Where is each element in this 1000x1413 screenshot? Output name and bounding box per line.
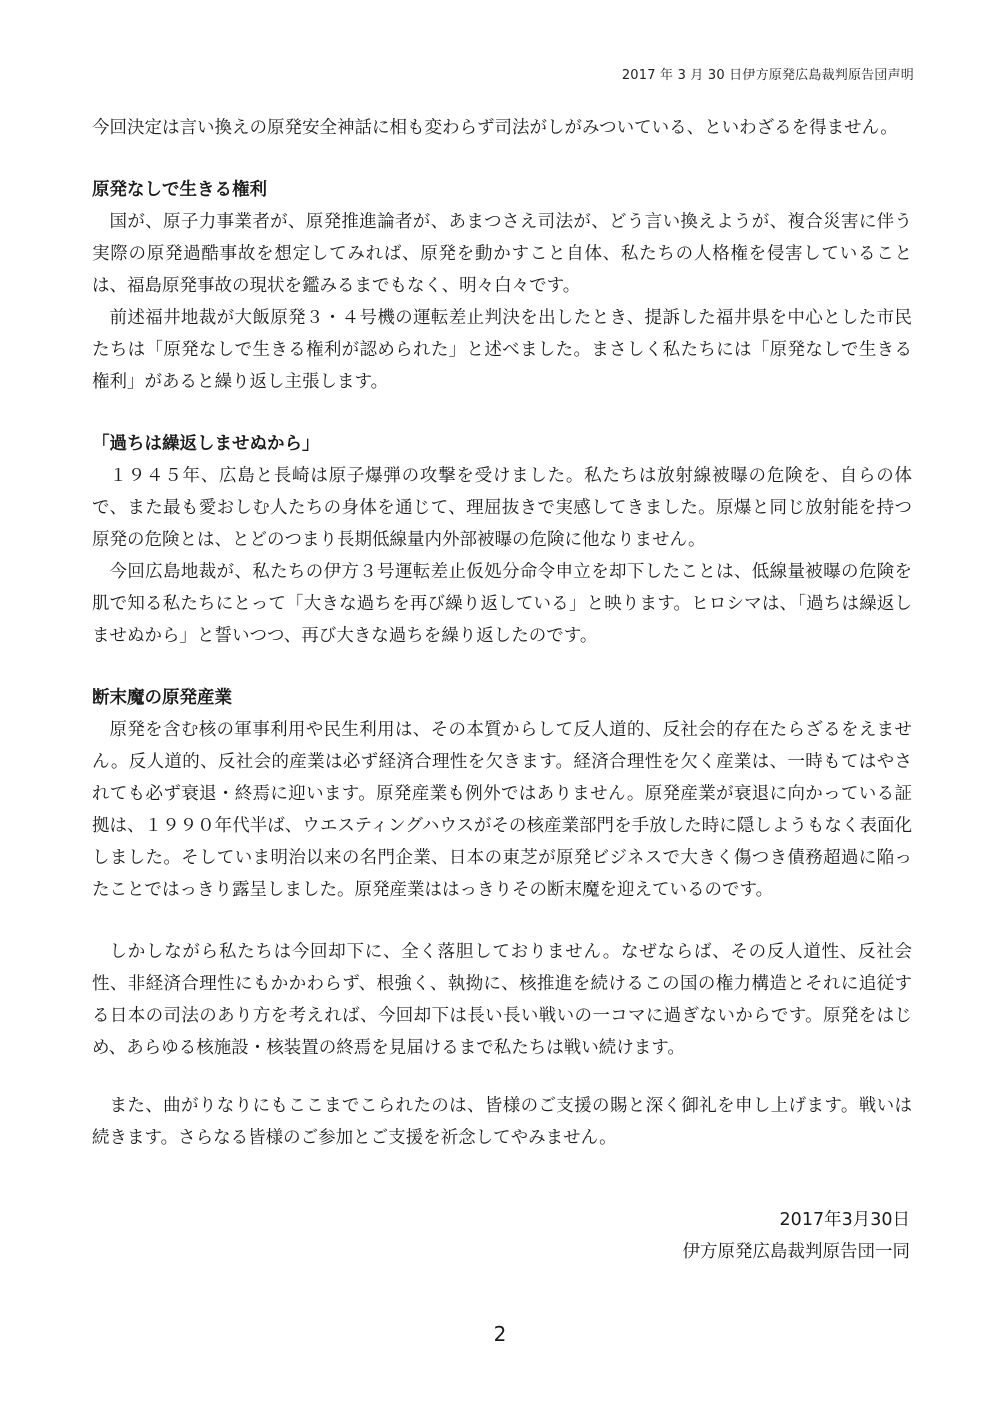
section-paragraph: 国が、原子力事業者が、原発推進論者が、あまつさえ司法が、どう言い換えようが、複合災害に伴う実際の原発過酷事故を想定してみれば、原発を動かすこと自体、私たちの人格権を侵害していることは、福島原発事故の現状を鑑みるまでもなく、明々白々です。 [92,212,912,296]
section-heading: 「過ちは繰返しませぬから」 [92,434,320,454]
intro-paragraph: 今回決定は言い換えの原発安全神話に相も変わらず司法がしがみついている、といわざるを得ません。 [92,118,898,138]
section-heading: 原発なしで生きる権利 [92,180,267,200]
section-never-repeat [92,428,912,652]
signoff-block [683,1204,911,1268]
section-paragraph: １９４５年、広島と長崎は原子爆弾の攻撃を受けました。私たちは放射線被曝の危険を、自らの体で、また最も愛おしむ人たちの身体を通じて、理屈抜きで実感してきました。原爆と同じ放射能を持つ原発の危険とは、とどのつまり長期低線量内外部被曝の危険に他なりません。 [92,466,912,550]
page-number: 2 [493,1322,507,1346]
signoff-signatory: 伊方原発広島裁判原告団一同 [682,1242,910,1262]
section-heading: 断末魔の原発産業 [92,688,232,708]
section-paragraph: 今回広島地裁が、私たちの伊方３号運転差止仮処分命令申立を却下したことは、低線量被曝の危険を肌で知る私たちにとって「大きな過ちを再び繰り返している」と映ります。ヒロシマは、「過ちは繰返しませぬから」と誓いつつ、再び大きな過ちを繰り返したのです。 [92,562,912,646]
section-right-to-live [92,174,912,398]
closing-paragraph: また、曲がりなりにもここまでこられたのは、皆様のご支援の賜と深く御礼を申し上げます。戦いは続きます。さらなる皆様のご参加とご支援を祈念してやみません。 [92,1096,912,1148]
section-paragraph: 前述福井地裁が大飯原発３・４号機の運転差止判決を出したとき、提訴した福井県を中心とした市民たちは「原発なしで生きる権利が認められた」と述べました。まさしく私たちには「原発なしで生きる権利」があると繰り返し主張します。 [92,308,912,392]
signoff-date: 2017年3月30日 [779,1210,910,1230]
document-header: 2017 年 3 月 30 日伊方原発広島裁判原告団声明 [621,68,914,83]
section-death-throes [92,682,912,906]
section-paragraph: 原発を含む核の軍事利用や民生利用は、その本質からして反人道的、反社会的存在たらざるをえません。反人道的、反社会的産業は必ず経済合理性を欠きます。経済合理性を欠く産業は、一時もてはやされても必ず衰退・終焉に迎います。原発産業も例外ではありません。原発産業が衰退に向かっている証拠は、１９９０年代半ば、ウエスティングハウスがその核産業部門を手放した時に隠しようもなく表面化しました。そしていま明治以来の名門企業、日本の東芝が原発ビジネスで大きく傷つき債務超過に陥ったことではっきり露呈しました。原発産業ははっきりその断末魔を迎えているのです。 [92,720,912,900]
document-body [92,112,912,1154]
closing-paragraph: しかしながら私たちは今回却下に、全く落胆しておりません。なぜならば、その反人道性、反社会性、非経済合理性にもかかわらず、根強く、執拗に、核推進を続けるこの国の権力構造とそれに追従する日本の司法のあり方を考えれば、今回却下は長い長い戦いの一コマに過ぎないからです。原発をはじめ、あらゆる核施設・核装置の終焉を見届けるまで私たちは戦い続けます。 [92,942,912,1058]
